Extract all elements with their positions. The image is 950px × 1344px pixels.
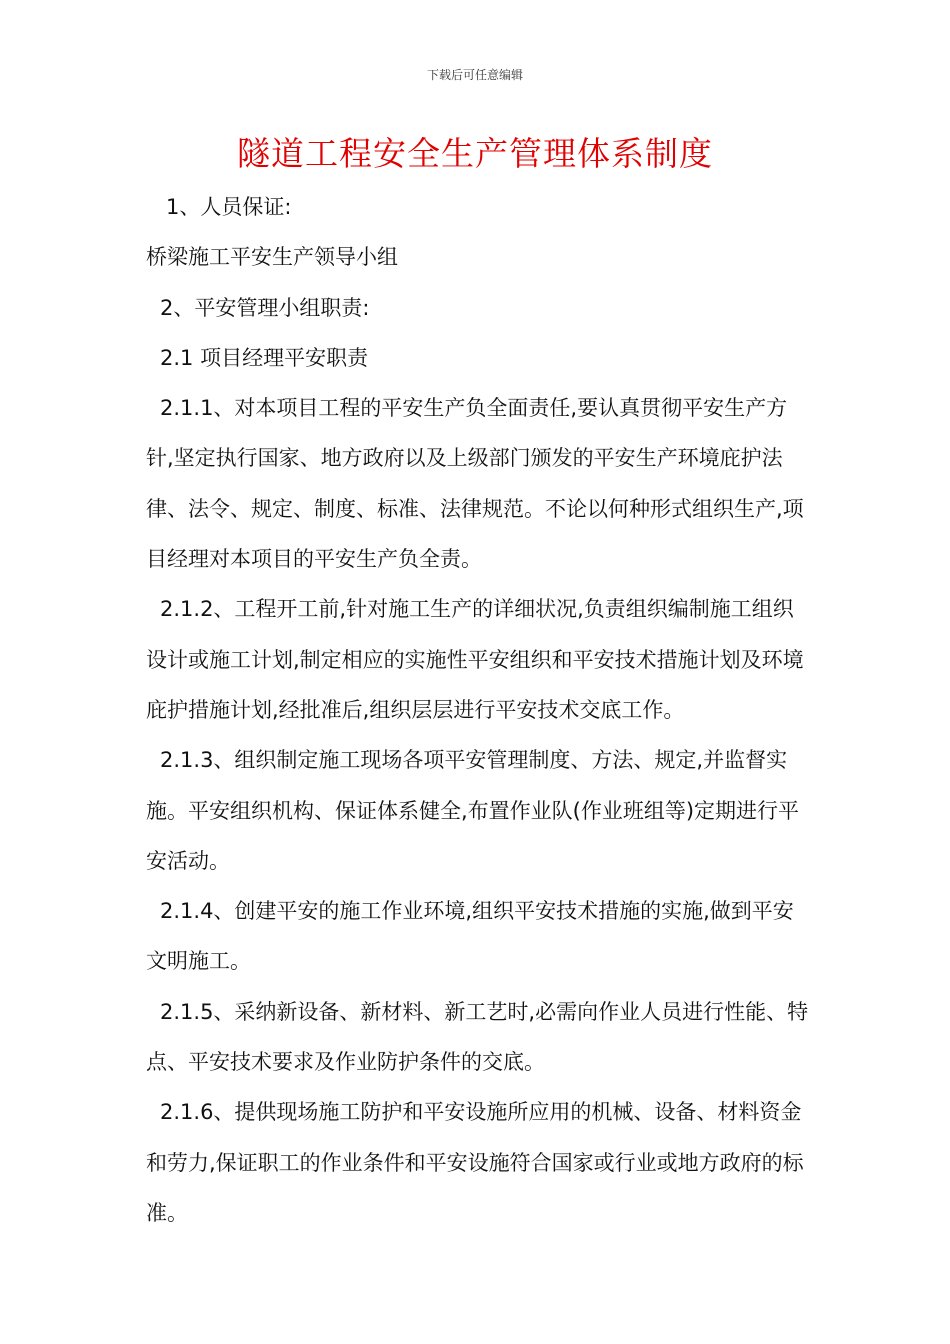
- paragraph: 2.1.5、采纳新设备、新材料、新工艺时,必需向作业人员进行性能、特点、平安技术要求及作业防护条件的交底。: [146, 999, 809, 1075]
- section-heading: 1、人员保证:: [166, 195, 292, 219]
- paragraph: 2.1.2、工程开工前,针对施工生产的详细状况,负责组织编制施工组织设计或施工计划,制定相应的实施性平安组织和平安技术措施计划及环境庇护措施计划,经批准后,组织层层进行平安技术交底工作。: [146, 597, 804, 722]
- paragraph: 2.1.3、组织制定施工现场各项平安管理制度、方法、规定,并监督实施。平安组织机构、保证体系健全,布置作业队(作业班组等)定期进行平安活动。: [146, 748, 800, 873]
- paragraph: 桥梁施工平安生产领导小组: [146, 245, 398, 270]
- subsection-heading: 2.1 项目经理平安职责: [160, 345, 369, 370]
- page-header: 下载后可任意编辑: [426, 68, 523, 82]
- document-body: [146, 182, 814, 1238]
- paragraph: 2.1.6、提供现场施工防护和平安设施所应用的机械、设备、材料资金和劳力,保证职工的作业条件和平安设施符合国家或行业或地方政府的标准。: [146, 1100, 804, 1225]
- paragraph: 2.1.1、对本项目工程的平安生产负全面责任,要认真贯彻平安生产方针,坚定执行国家、地方政府以及上级部门颁发的平安生产环境庇护法律、法令、规定、制度、标准、法律规范。不论以何种形式组织生产,项目经理对本项目的平安生产负全责。: [146, 396, 804, 572]
- paragraph: 2.1.4、创建平安的施工作业环境,组织平安技术措施的实施,做到平安文明施工。: [146, 899, 794, 974]
- document-title: 隧道工程安全生产管理体系制度: [237, 134, 713, 173]
- section-heading: 2、平安管理小组职责:: [160, 295, 370, 320]
